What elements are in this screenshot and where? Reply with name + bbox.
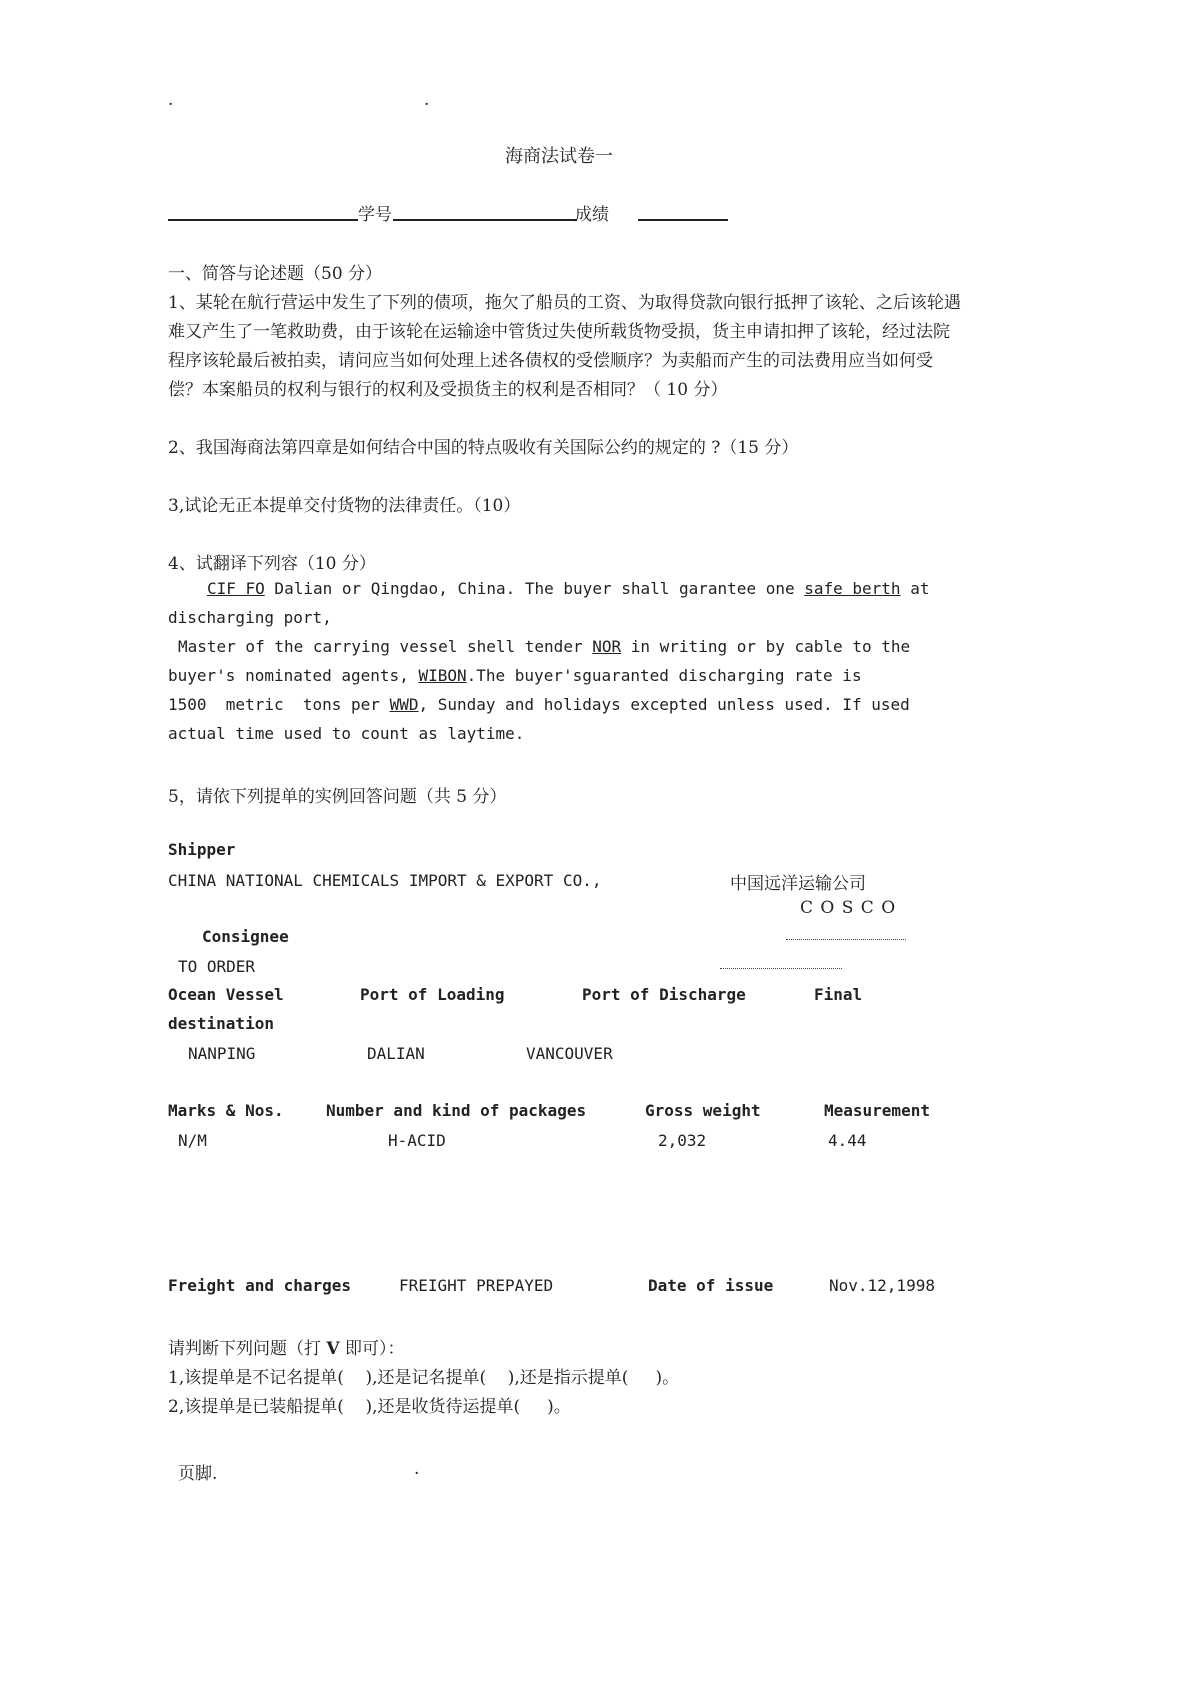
q4-line-2: discharging port, [168, 608, 332, 627]
company-cn: 中国远洋运输公司 [730, 874, 866, 894]
q1-line-3: 程序该轮最后被拍卖，请问应当如何处理上述各债权的受偿顺序？为卖船而产生的司法费用应当如何受 [168, 351, 933, 371]
score-blank [638, 219, 728, 221]
judge-q2: 2,该提单是已装船提单( ),还是收货待运提单( )。 [168, 1397, 571, 1417]
measurement-label: Measurement [824, 1101, 930, 1120]
shipper-label: Shipper [168, 840, 236, 859]
judge-heading-v: V [326, 1339, 340, 1359]
student-id-label: 学号 [358, 205, 392, 225]
q4-line-3 [178, 637, 910, 656]
freight-label: Freight and charges [168, 1276, 352, 1295]
discharge-value: VANCOUVER [526, 1044, 613, 1063]
dotted-line-2 [720, 968, 842, 969]
gross-weight-value: 2,032 [658, 1131, 707, 1150]
score-label: 成绩 [575, 205, 609, 225]
packages-value: H-ACID [388, 1131, 446, 1150]
q4-line-4-text: buyer's nominated agents, [168, 666, 419, 685]
destination-label: destination [168, 1014, 274, 1033]
q4-line-5-text: 1500 metric tons per [168, 695, 390, 714]
name-blank [168, 219, 358, 221]
q4-line-3-end: in writing or by cable to the [621, 637, 911, 656]
date-of-issue-label: Date of issue [648, 1276, 774, 1295]
q2-text: 2、我国海商法第四章是如何结合中国的特点吸收有关国际公约的规定的 ?（15 分） [168, 438, 799, 458]
term-wwd: WWD [389, 695, 419, 714]
marks-label: Marks & Nos. [168, 1101, 284, 1120]
q4-line-6: actual time used to count as laytime. [168, 724, 525, 743]
page-title: 海商法试卷一 [505, 146, 613, 167]
packages-label: Number and kind of packages [326, 1101, 587, 1120]
consignee-label: Consignee [202, 927, 289, 946]
q4-line-1-text: Dalian or Qingdao, China. The buyer shall garantee one [264, 579, 805, 598]
judge-heading-text: 请判断下列问题（打 [168, 1339, 327, 1359]
q4-line-5-end: , Sunday and holidays excepted unless used. If used [418, 695, 910, 714]
q4-line-3-text: Master of the carrying vessel shell tender [178, 637, 593, 656]
gross-weight-label: Gross weight [645, 1101, 761, 1120]
marks-value: N/M [178, 1131, 207, 1150]
term-safe-berth: safe berth [804, 579, 901, 598]
term-wibon: WIBON [418, 666, 467, 685]
q1-line-2: 难又产生了一笔救助费，由于该轮在运输途中管货过失使所载货物受损，货主申请扣押了该轮，经过法院 [168, 322, 950, 342]
student-id-blank [393, 219, 577, 221]
freight-value: FREIGHT PREPAYED [399, 1276, 554, 1295]
judge-q1: 1,该提单是不记名提单( ),还是记名提单( ),还是指示提单( )。 [168, 1368, 680, 1388]
port-of-discharge-label: Port of Discharge [582, 985, 746, 1004]
q1-line-4: 偿？本案船员的权利与银行的权利及受损货主的权利是否相同？（ 10 分） [168, 380, 728, 400]
section1-heading: 一、简答与论述题（50 分） [168, 264, 383, 284]
q5-heading: 5，请依下列提单的实例回答问题（共 5 分） [168, 787, 507, 807]
q1-line-1: 1、某轮在航行营运中发生了下列的债项，拖欠了船员的工资、为取得贷款向银行抵押了该轮、之后该轮遇 [168, 293, 961, 313]
dotted-line-1 [786, 939, 906, 940]
final-label: Final [814, 985, 863, 1004]
term-nor: NOR [592, 637, 622, 656]
loading-value: DALIAN [367, 1044, 425, 1063]
vessel-value: NANPING [188, 1044, 256, 1063]
q4-line-5 [168, 695, 910, 714]
shipper-value: CHINA NATIONAL CHEMICALS IMPORT & EXPORT CO., [168, 871, 602, 890]
judge-heading [168, 1334, 405, 1359]
measurement-value: 4.44 [828, 1131, 867, 1150]
consignee-value: TO ORDER [178, 957, 256, 976]
footer-text: 页脚. [178, 1464, 218, 1484]
term-cif-fo: CIF FO [207, 579, 265, 598]
header-right-dot: . [424, 90, 430, 110]
header-left-dot: . [168, 90, 174, 110]
company-en: C O S C O [800, 898, 897, 918]
port-of-loading-label: Port of Loading [360, 985, 505, 1004]
q4-line-1-end: at [900, 579, 930, 598]
footer-dot: . [414, 1459, 420, 1479]
q4-heading: 4、试翻译下列容（10 分） [168, 554, 376, 574]
ocean-vessel-label: Ocean Vessel [168, 985, 284, 1004]
date-of-issue-value: Nov.12,1998 [829, 1276, 935, 1295]
q4-line-4-end: .The buyer'sguaranted discharging rate is [466, 666, 862, 685]
judge-heading-end: 即可）： [339, 1339, 405, 1359]
q4-line-1 [207, 579, 929, 598]
q4-line-4 [168, 666, 862, 685]
q3-text: 3,试论无正本提单交付货物的法律责任。（10） [168, 496, 521, 516]
